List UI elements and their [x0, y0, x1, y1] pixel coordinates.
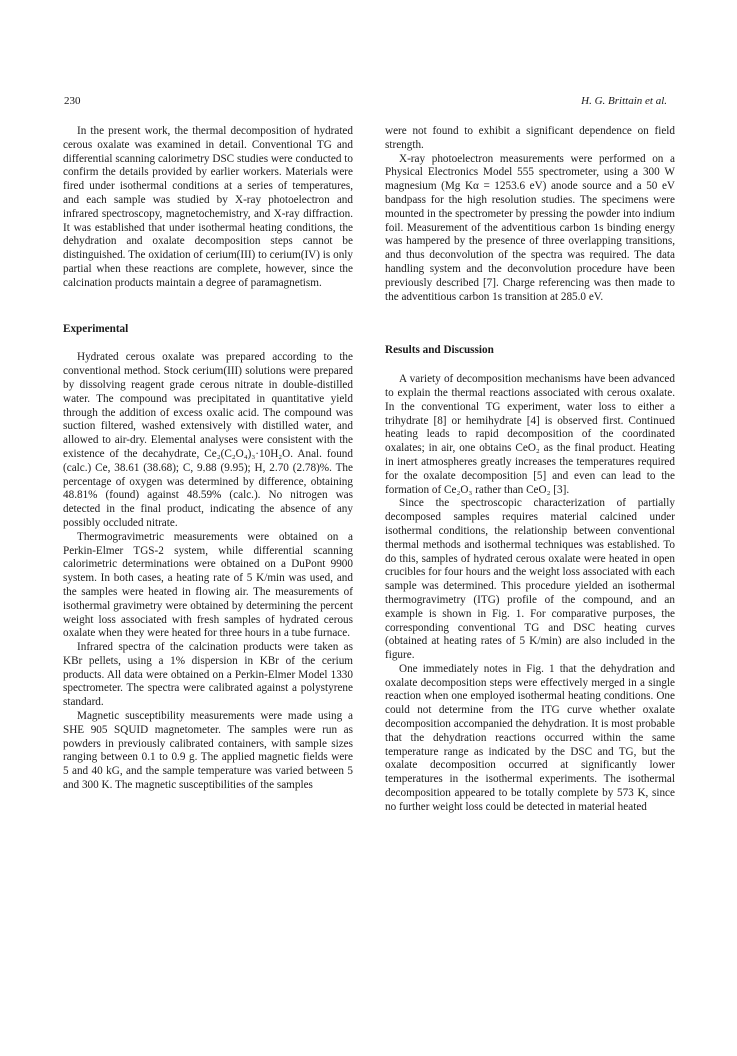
right-column — [385, 125, 675, 815]
running-head: H. G. Brittain et al. — [581, 95, 667, 107]
experimental-paragraph-3: Infrared spectra of the calcination products were taken as KBr pellets, using a 1% dispersion in KBr of the cerium products. All data were obtained on a Perkin-Elmer Model 1330 spectrometer. The spectra were calibrated against a polystyrene standard. — [63, 641, 353, 709]
experimental-heading: Experimental — [63, 322, 129, 335]
xps-paragraph: X-ray photoelectron measurements were performed on a Physical Electronics Model 555 spectrometer, using a 300 W magnesium (Mg Kα = 1253.6 eV) anode source and a 50 eV bandpass for the high resolution studies. The specimens were mounted in the spectrometer by pressing the powder into indium foil. Measurement of the adventitious carbon 1s binding energy was hampered by the presence of three overlapping transitions, and thus deconvolution of the spectra was required. The data handling system and the deconvolution procedure have been previously described [7]. Charge referencing was then made to the adventitious carbon 1s transition at 285.0 eV. — [385, 152, 675, 303]
page-number: 230 — [64, 95, 81, 107]
experimental-paragraph-1: Hydrated cerous oxalate was prepared according to the conventional method. Stock cerium(III) solutions were prepared by dissolving reagent grade cerous nitrate in double-distilled water. The compound was precipitated in quantitative yield through the addition of excess oxalic acid. The compound was suction filtered, washed extensively with distilled water, and allowed to air-dry. Elemental analyses were consistent with the existence of the decahydrate, Ce₂(C₂O₄)₃·10H₂O. Anal. found (calc.) Ce, 38.61 (38.68); C, 9.88 (9.95); H, 2.70 (2.78)%. The percentage of oxygen was determined by difference, obtaining 48.81% (found) against 48.59% (calc.). No nitrogen was detected in the final product, indicating the absence of any possibly occluded nitrate. — [63, 351, 353, 529]
left-column — [63, 125, 353, 793]
experimental-paragraph-4: Magnetic susceptibility measurements were made using a SHE 905 SQUID magnetometer. The samples were run as powders in previously calibrated containers, with sample sizes ranging between 0.1 to 0.9 g. The applied magnetic fields were 5 and 40 kG, and the sample temperature was varied between 5 and 300 K. The magnetic susceptibilities of the samples — [63, 710, 353, 792]
results-paragraph-3: One immediately notes in Fig. 1 that the dehydration and oxalate decomposition steps were effectively merged in a single reaction when one employed isothermal heating conditions. One could not determine from the ITG curve whether oxalate decomposition accompanied the dehydration. It is most probable that the dehydration reactions occurred within the same temperature range as indicated by the DSC and TG, but the oxalate decomposition occurred at significantly lower temperatures in the isothermal experiments. The isothermal decomposition appeared to be totally complete by 573 K, since no further weight loss could be detected in material heated — [385, 662, 675, 813]
intro-paragraph: In the present work, the thermal decomposition of hydrated cerous oxalate was examined in detail. Conventional TG and differential scanning calorimetry DSC studies were conducted to confirm the details provided by earlier workers. Materials were fired under isothermal conditions at a series of temperatures, and each sample was studied by X-ray photoelectron and infrared spectroscopy, magnetochemistry, and X-ray diffraction. It was established that under isothermal heating conditions, the dehydration and oxalate decomposition steps cannot be distinguished. The oxidation of cerium(III) to cerium(IV) is only partial when these reactions are complete, however, since the calcination products maintain a degree of paramagnetism. — [63, 125, 353, 289]
experimental-paragraph-2: Thermogravimetric measurements were obtained on a Perkin-Elmer TGS-2 system, while differential scanning calorimetric determinations were obtained on a DuPont 9900 system. In both cases, a heating rate of 5 K/min was used, and the samples were heated in flowing air. The measurements of isothermal gravimetry were obtained by determining the percent weight loss associated with fresh samples of hydrated cerous oxalate when they were heated for three hours in a tube furnace. — [63, 530, 353, 640]
results-paragraph-2: Since the spectroscopic characterization of partially decomposed samples requires material calcined under isothermal conditions, the relationship between conventional thermal methods and isothermal techniques was established. To do this, samples of hydrated cerous oxalate were heated in open crucibles for four hours and the weight loss associated with each sample was determined. This procedure yielded an isothermal thermogravimetry (ITG) profile of the compound, and an example is shown in Fig. 1. For comparative purposes, the corresponding conventional TG and DSC heating curves (obtained at heating rates of 5 K/min) are also included in the figure. — [385, 497, 675, 662]
continued-paragraph: were not found to exhibit a significant dependence on field strength. — [385, 125, 675, 151]
results-paragraph-1: A variety of decomposition mechanisms have been advanced to explain the thermal reactions associated with cerous oxalate. In the conventional TG experiment, water loss to either a trihydrate [8] or hemihydrate [4] is observed first. Continued heating leads to rapid decomposition of the coordinated oxalates; in air, one obtains CeO₂ as the final product. Heating in inert atmospheres greatly increases the temperatures required for the oxalate decomposition [5] and even can lead to the formation of Ce₂O₃ rather than CeO₂ [3]. — [385, 373, 675, 496]
results-heading: Results and Discussion — [385, 344, 494, 357]
